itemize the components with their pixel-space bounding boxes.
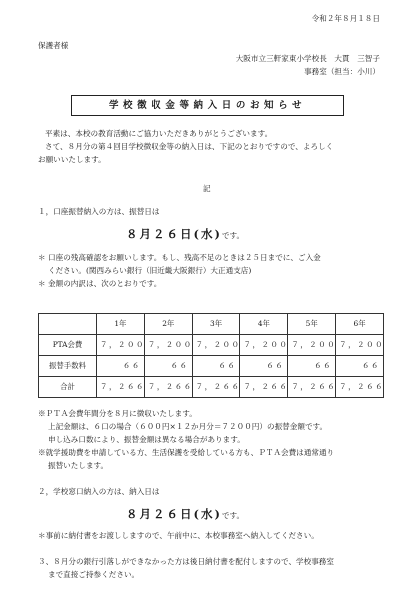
- table-cell: ７，２６６: [144, 377, 192, 398]
- intro-line-3: お願いいたします。: [38, 155, 106, 164]
- fee-table-header-cell: 3年: [192, 314, 240, 335]
- table-row: [39, 335, 384, 356]
- table-cell: ７，２００: [336, 335, 384, 356]
- pta-note-1: ※ＰＴＡ会費年間分を８月に徴収いたします。: [38, 409, 197, 418]
- table-cell: ６６: [144, 356, 192, 377]
- table-row: [39, 377, 384, 398]
- notice-title-box: [71, 95, 344, 116]
- ki-heading: 記: [203, 184, 211, 193]
- pta-note-4: ※就学援助費を申請している方、生活保護を受給している方も、ＰＴＡ会費は通常通り: [38, 448, 335, 457]
- section3-line-2: まで直接ご持参ください。: [48, 570, 140, 579]
- section2-date: [126, 506, 244, 523]
- table-row: [39, 356, 384, 377]
- table-cell: ６６: [192, 356, 240, 377]
- fee-table-header-row: [39, 314, 384, 335]
- section1-note-1: ＊ 口座の残高確認をお願いします。もし、残高不足のときは２５日までに、ご入金: [38, 253, 321, 262]
- section3-line-1: ３、８月分の銀行引落しができなかった方は後日納付書を配付しますので、学校事務室: [38, 557, 334, 566]
- section1-note-3: ＊ 金額の内訳は、次のとおりです。: [38, 279, 162, 288]
- intro-line-2: さて、８月分の第４回目学校徴収金等の納入日は、下記のとおりですので、よろしく: [45, 142, 334, 151]
- pta-note-2: 上記金額は、６口の場合（６００円×１２か月分＝７２００円）の振替金額です。: [48, 422, 328, 431]
- fee-table-header-cell: 4年: [240, 314, 288, 335]
- notice-title: 学校徴収金等納入日のお知らせ: [108, 99, 307, 111]
- fee-table-corner: [39, 314, 97, 335]
- table-cell: ７，２６６: [97, 377, 145, 398]
- table-cell: ７，２００: [97, 335, 145, 356]
- table-cell: ７，２００: [192, 335, 240, 356]
- pta-note-3: 申し込み口数により、振替金額は異なる場合があります。: [48, 435, 245, 444]
- table-cell: ７，２６６: [192, 377, 240, 398]
- table-cell: ７，２６６: [240, 377, 288, 398]
- section1-note-2: ください。(関西みらい銀行（旧近畿大阪銀行）大正通支店): [48, 266, 252, 275]
- fee-table: [38, 313, 384, 398]
- fee-table-header-cell: 1年: [97, 314, 145, 335]
- section2-note: ＊事前に納付書をお渡ししますので、午前中に、本校事務室へ納入してください。: [38, 531, 319, 540]
- fee-table-header-cell: 6年: [336, 314, 384, 335]
- document-date: 令和２年８月１８日: [311, 14, 380, 23]
- table-cell: ７，２００: [144, 335, 192, 356]
- section1-date-value: ８月２６日(水): [126, 227, 222, 241]
- row-label-total: 合計: [39, 377, 97, 398]
- pta-note-5: 振替いたします。: [48, 461, 109, 470]
- sender: 大阪市立三軒家東小学校長 大貫 三智子: [235, 54, 380, 63]
- section1-date: [126, 226, 244, 243]
- section1-heading: １，口座振替納入の方は、振替日は: [38, 207, 160, 216]
- row-label-pta: PTA会費: [39, 335, 97, 356]
- office-contact: 事務室（担当：小川）: [304, 67, 380, 76]
- intro-line-1: 平素は、本校の教育活動にご協力いただきありがとうございます。: [45, 129, 273, 138]
- table-cell: ７，２６６: [288, 377, 336, 398]
- fee-table-header-cell: 2年: [144, 314, 192, 335]
- section2-date-suffix: です。: [221, 511, 245, 520]
- section2-date-value: ８月２６日(水): [126, 507, 222, 521]
- table-cell: ６６: [240, 356, 288, 377]
- section1-date-suffix: です。: [221, 231, 245, 240]
- table-cell: ６６: [97, 356, 145, 377]
- table-cell: ６６: [336, 356, 384, 377]
- table-cell: ７，２００: [240, 335, 288, 356]
- table-cell: ６６: [288, 356, 336, 377]
- table-cell: ７，２００: [288, 335, 336, 356]
- recipient: 保護者様: [38, 41, 69, 50]
- section2-heading: ２，学校窓口納入の方は、納入日は: [38, 487, 160, 496]
- row-label-transfer-fee: 振替手数料: [39, 356, 97, 377]
- table-cell: ７，２６６: [336, 377, 384, 398]
- fee-table-header-cell: 5年: [288, 314, 336, 335]
